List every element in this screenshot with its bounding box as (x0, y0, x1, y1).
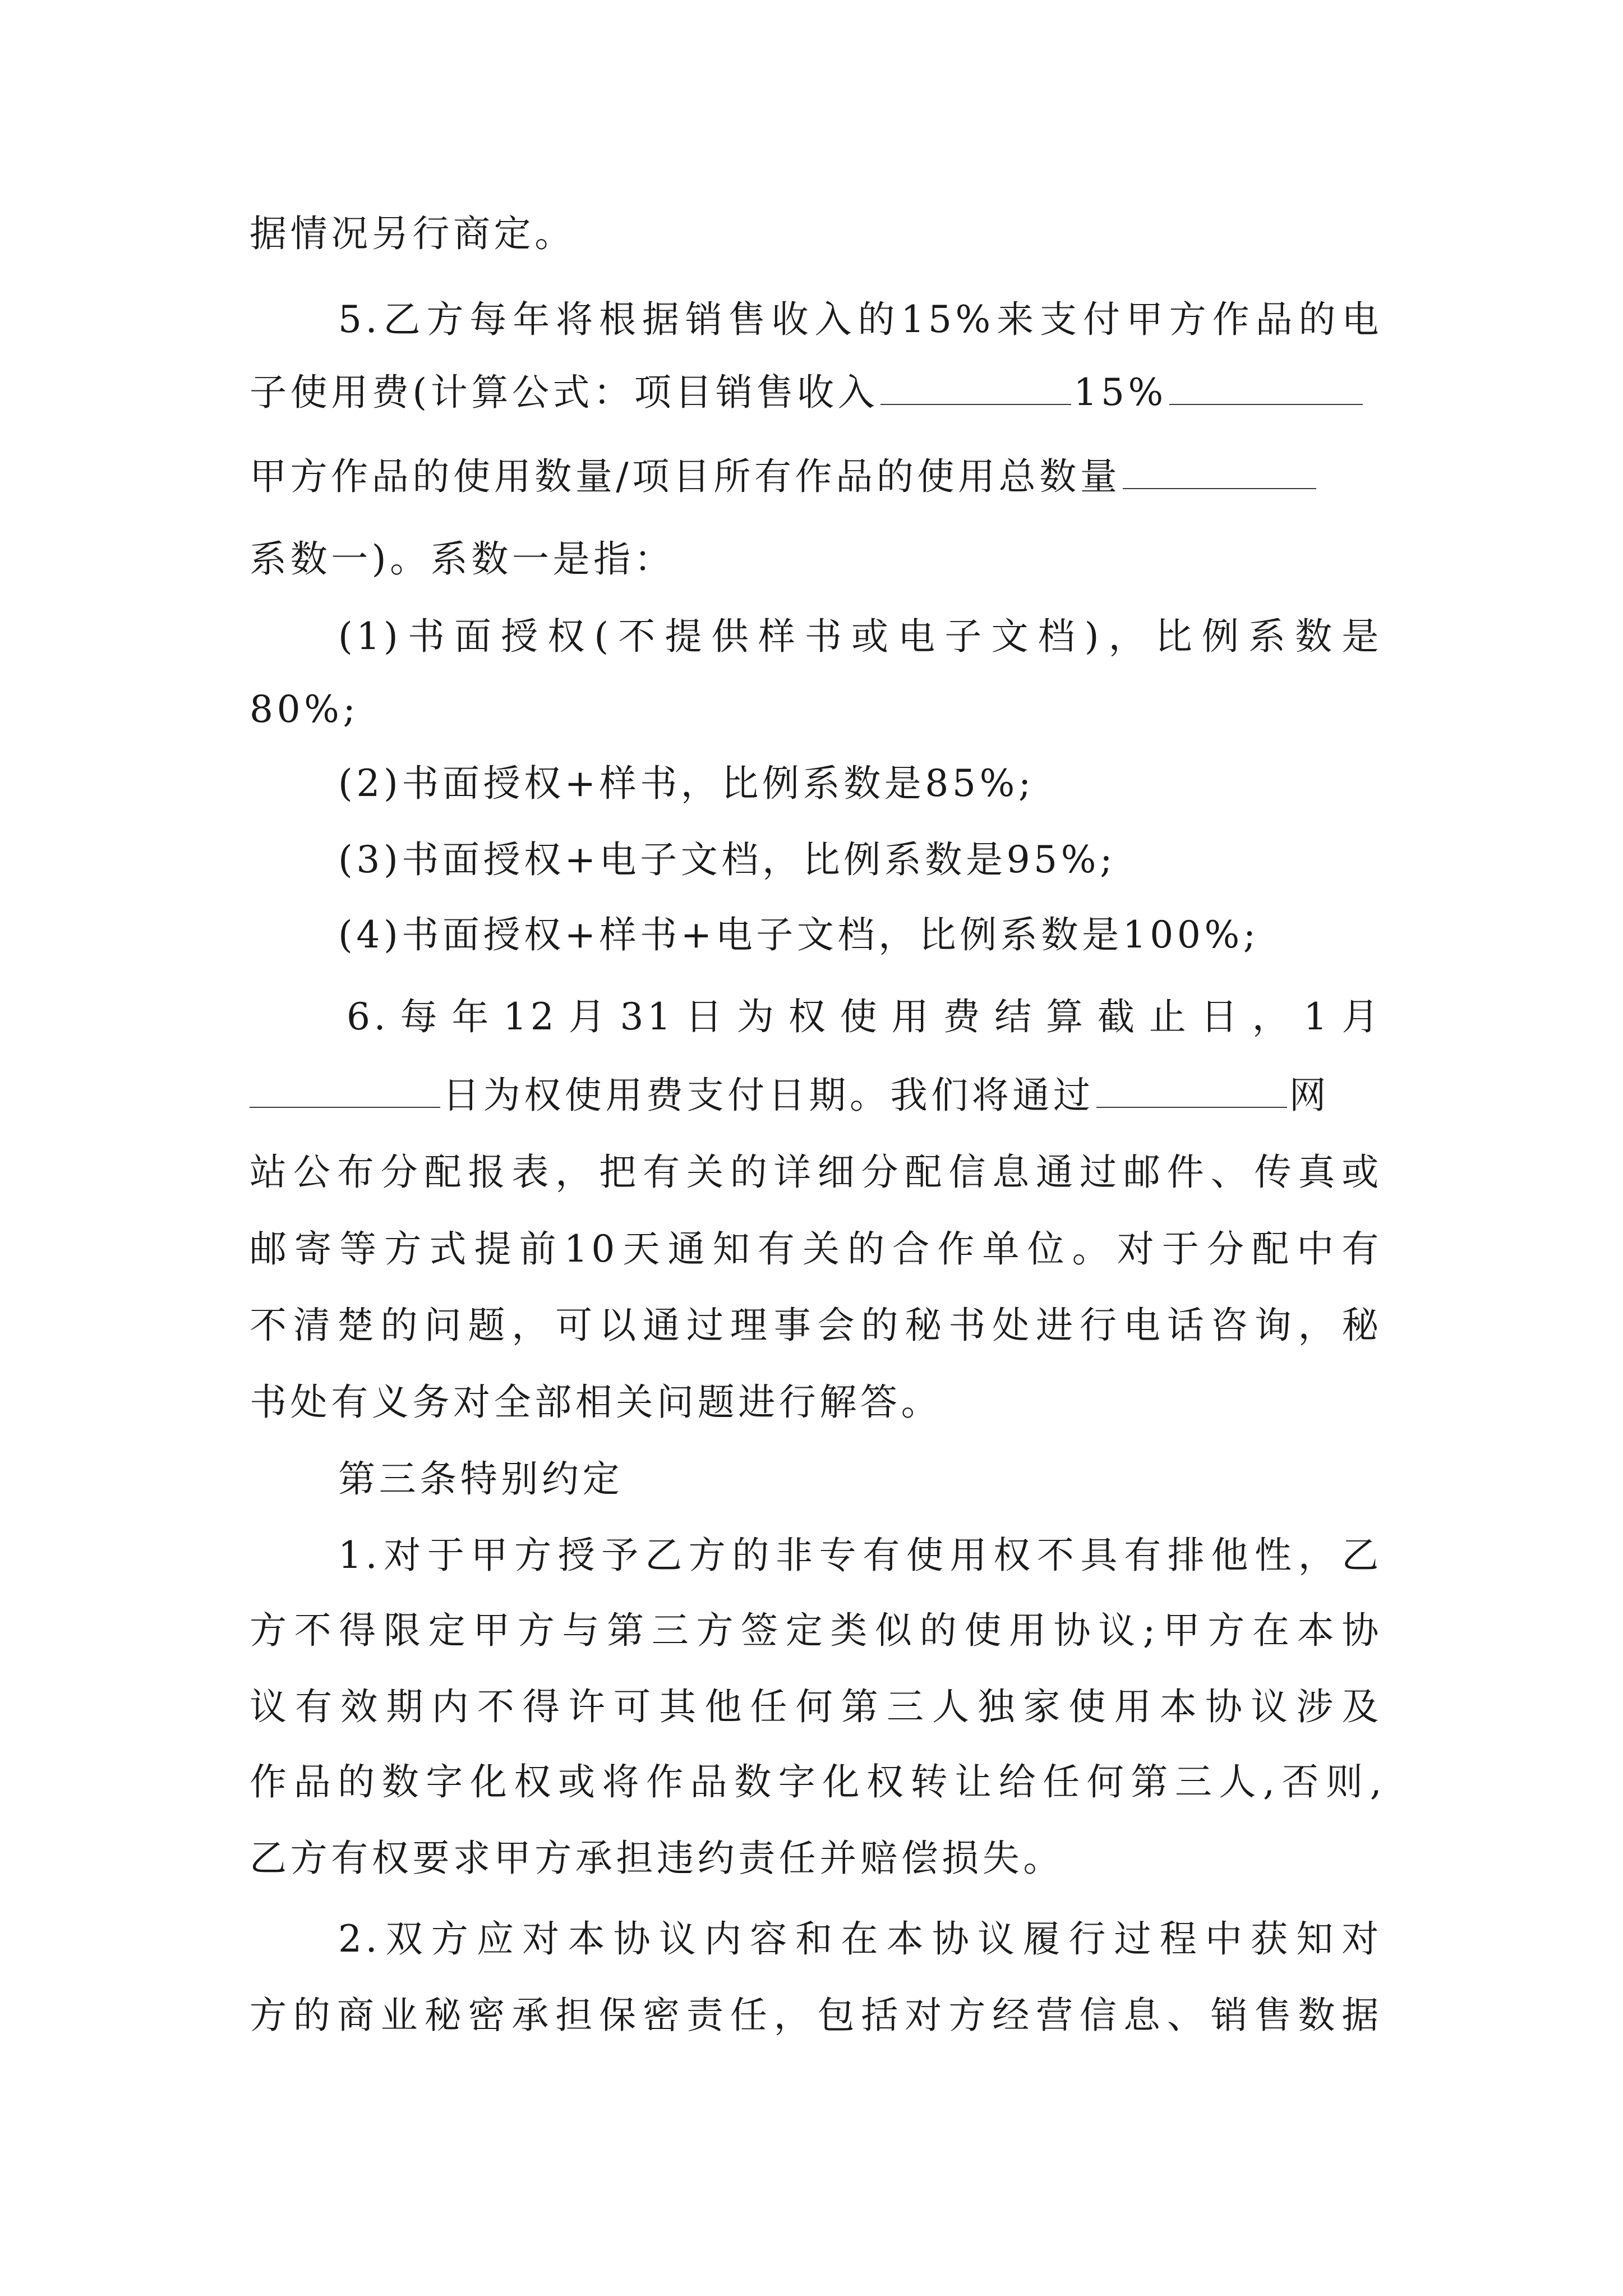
clause-6-line-3: 站公布分配报表，把有关的详细分配信息通过邮件、传真或 (250, 1151, 1382, 1194)
special-1-line-3: 议有效期内不得许可其他任何第三人独家使用本协议涉及 (250, 1685, 1382, 1728)
special-1-line-4: 作品的数字化权或将作品数字化权转让给任何第三人,否则, (250, 1760, 1382, 1803)
clause-5-line-3 (250, 452, 1382, 502)
fill-blank (1096, 1072, 1287, 1108)
clause-6-line-2 (250, 1070, 1382, 1121)
formula-text: 甲方作品的使用数量/项目所有作品的使用总数量 (250, 455, 1121, 498)
clause-5-line-1: 5.乙方每年将根据销售收入的15%来支付甲方作品的电 (338, 298, 1382, 341)
coefficient-item-1-cont: 80%; (250, 688, 359, 731)
special-1-line-5: 乙方有权要求甲方承担违约责任并赔偿损失。 (250, 1837, 1064, 1880)
clause-6-line-1: 6.每年12月31日为权使用费结算截止日，1月 (347, 995, 1382, 1038)
clause-6-text: 日为权使用费支付日期。我们将通过 (442, 1074, 1094, 1117)
fill-blank (1169, 369, 1363, 405)
clause-6-line-4: 邮寄等方式提前10天通知有关的合作单位。对于分配中有 (250, 1227, 1382, 1271)
clause-5-line-2 (250, 367, 1382, 418)
clause-5-line-4: 系数一)。系数一是指： (250, 537, 675, 581)
special-2-line-1: 2.双方应对本协议内容和在本协议履行过程中获知对 (338, 1917, 1382, 1961)
special-1-line-2: 方不得限定甲方与第三方签定类似的使用协议;甲方在本协 (250, 1609, 1382, 1652)
fill-blank (880, 369, 1071, 405)
fill-blank (1123, 453, 1316, 489)
coefficient-item-2: (2)书面授权+样书，比例系数是85%; (338, 762, 1035, 805)
clause-6-line-5: 不清楚的问题，可以通过理事会的秘书处进行电话咨询，秘 (250, 1304, 1382, 1347)
paragraph-line: 据情况另行商定。 (250, 212, 575, 255)
rate-text: 15% (1073, 371, 1167, 414)
section-heading: 第三条特别约定 (338, 1457, 624, 1501)
special-1-line-1: 1.对于甲方授予乙方的非专有使用权不具有排他性，乙 (338, 1534, 1382, 1577)
coefficient-item-1: (1)书面授权(不提供样书或电子文档)，比例系数是 (338, 615, 1382, 658)
coefficient-item-3: (3)书面授权+电子文档，比例系数是95%; (338, 838, 1116, 881)
clause-6-text-end: 网 (1289, 1074, 1330, 1117)
clause-6-line-6: 书处有义务对全部相关问题进行解答。 (250, 1381, 942, 1424)
coefficient-item-4: (4)书面授权+样书+电子文档，比例系数是100%; (338, 913, 1260, 956)
formula-text: 子使用费(计算公式：项目销售收入 (250, 371, 879, 414)
special-2-line-2: 方的商业秘密承担保密责任，包括对方经营信息、销售数据 (250, 1994, 1382, 2037)
fill-blank (250, 1072, 440, 1108)
